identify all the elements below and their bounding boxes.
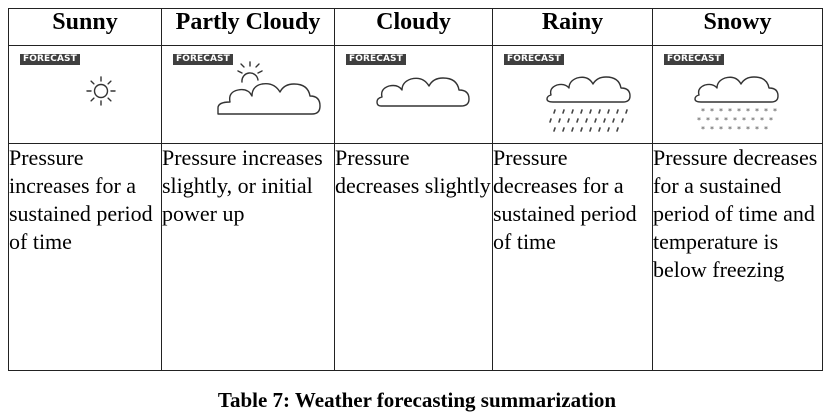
icon-cell-sunny xyxy=(9,46,162,144)
svg-text:*: * xyxy=(755,107,759,116)
svg-text:*: * xyxy=(742,116,746,125)
forecast-badge: FORECAST xyxy=(504,54,564,65)
svg-text:*: * xyxy=(697,116,701,125)
svg-text:*: * xyxy=(719,107,723,116)
forecast-badge: FORECAST xyxy=(664,54,724,65)
icon-cell-partly-cloudy xyxy=(162,46,335,144)
svg-text:*: * xyxy=(746,125,750,134)
svg-text:*: * xyxy=(701,125,705,134)
svg-text:*: * xyxy=(769,116,773,125)
svg-text:*: * xyxy=(728,107,732,116)
icon-cell-snowy xyxy=(653,46,823,144)
sun-icon xyxy=(9,46,162,143)
header-partly-cloudy: Partly Cloudy xyxy=(162,9,335,46)
svg-text:*: * xyxy=(751,116,755,125)
header-row xyxy=(9,9,823,46)
forecast-badge: FORECAST xyxy=(173,54,233,65)
snow-cloud-icon xyxy=(653,46,823,143)
svg-text:*: * xyxy=(760,116,764,125)
svg-text:*: * xyxy=(715,116,719,125)
svg-text:*: * xyxy=(764,107,768,116)
header-sunny: Sunny xyxy=(9,9,162,46)
description-sunny: Pressure increases for a sustained period of time xyxy=(9,144,162,371)
svg-text:*: * xyxy=(706,116,710,125)
rain-cloud-icon xyxy=(493,46,653,143)
header-rainy: Rainy xyxy=(493,9,653,46)
svg-text:*: * xyxy=(755,125,759,134)
header-cloudy: Cloudy xyxy=(335,9,493,46)
table-caption: Table 7: Weather forecasting summarization xyxy=(217,388,617,412)
icon-cell-rainy xyxy=(493,46,653,144)
description-snowy: Pressure decreases for a sustained period of time and temperature is below freezing xyxy=(653,144,823,371)
cloud-icon xyxy=(335,46,493,143)
description-rainy: Pressure decreases for a sustained period of time xyxy=(493,144,653,371)
description-partly-cloudy: Pressure increases slightly, or initial power up xyxy=(162,144,335,371)
partly-cloudy-icon xyxy=(162,46,335,143)
description-row xyxy=(9,144,823,371)
svg-text:*: * xyxy=(724,116,728,125)
forecast-badge: FORECAST xyxy=(346,54,406,65)
svg-text:*: * xyxy=(733,116,737,125)
svg-text:*: * xyxy=(728,125,732,134)
icon-row xyxy=(9,46,823,144)
header-snowy: Snowy xyxy=(653,9,823,46)
forecast-badge: FORECAST xyxy=(20,54,80,65)
svg-text:*: * xyxy=(773,107,777,116)
svg-text:*: * xyxy=(764,125,768,134)
svg-text:*: * xyxy=(710,125,714,134)
svg-text:*: * xyxy=(701,107,705,116)
svg-text:*: * xyxy=(719,125,723,134)
svg-text:*: * xyxy=(737,125,741,134)
svg-text:*: * xyxy=(746,107,750,116)
svg-text:*: * xyxy=(710,107,714,116)
svg-text:*: * xyxy=(737,107,741,116)
icon-cell-cloudy xyxy=(335,46,493,144)
description-cloudy: Pressure decreases slightly xyxy=(335,144,493,371)
weather-forecast-table xyxy=(8,8,823,371)
